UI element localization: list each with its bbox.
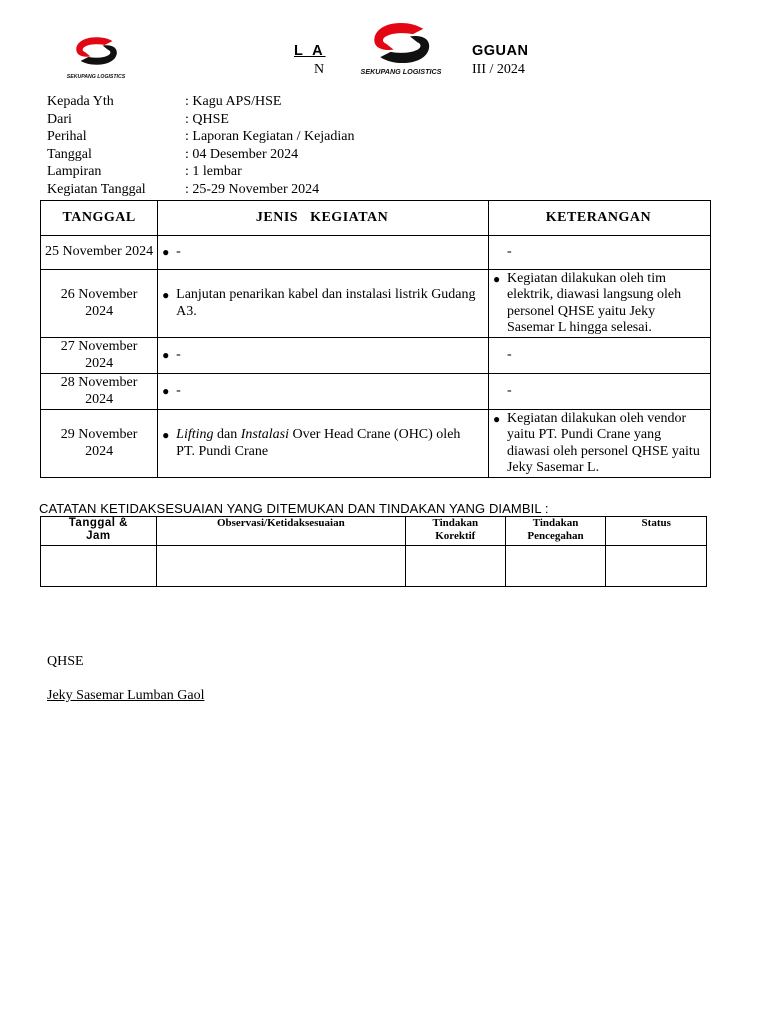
row-jenis: ● Lifting dan Instalasi Over Head Crane (OHC) oleh PT. Pundi Crane bbox=[158, 410, 489, 478]
bullet-icon: ● bbox=[162, 384, 170, 399]
table-row bbox=[41, 236, 711, 270]
row-ket: - bbox=[488, 236, 710, 270]
activity-table-header bbox=[41, 201, 711, 236]
report-number-right: III / 2024 bbox=[472, 62, 525, 77]
row-jenis: ● - bbox=[158, 338, 489, 374]
header-observasi: Observasi/Ketidaksesuaian bbox=[156, 517, 405, 546]
signature-role: QHSE bbox=[47, 654, 84, 669]
row-date: 27 November 2024 bbox=[41, 338, 158, 374]
cell-empty bbox=[41, 546, 157, 587]
header-status: Status bbox=[606, 517, 707, 546]
bullet-icon: ● bbox=[492, 271, 501, 286]
row-ket: ● Kegiatan dilakukan oleh vendor yaitu PT. Pundi Crane yang diawasi oleh personel QHSE yaitu Jeky Sasemar L. bbox=[488, 410, 710, 478]
meta-label-perihal: Perihal bbox=[47, 129, 87, 144]
meta-value-dari: : QHSE bbox=[185, 111, 229, 127]
row-jenis: ● - bbox=[158, 236, 489, 270]
bullet-icon: ● bbox=[162, 348, 170, 363]
sekupang-logo-icon bbox=[348, 20, 454, 66]
report-title-right: GGUAN bbox=[472, 43, 529, 59]
signature-name: Jeky Sasemar Lumban Gaol bbox=[47, 688, 205, 703]
cell-empty bbox=[156, 546, 405, 587]
table-row bbox=[41, 338, 711, 374]
meta-value-perihal: : Laporan Kegiatan / Kejadian bbox=[185, 129, 355, 144]
catatan-table bbox=[40, 516, 707, 587]
company-logo-large bbox=[348, 20, 454, 76]
meta-value-lampiran: : 1 lembar bbox=[185, 164, 242, 179]
header-jenis-kegiatan: JENIS KEGIATAN bbox=[158, 201, 489, 236]
report-title-left: L A bbox=[294, 43, 326, 59]
report-number-left: N bbox=[314, 62, 325, 77]
sekupang-logo-icon bbox=[58, 34, 134, 68]
row-date: 26 November 2024 bbox=[41, 270, 158, 338]
cell-empty bbox=[606, 546, 707, 587]
row-jenis: ● Lanjutan penarikan kabel dan instalasi listrik Gudang A3. bbox=[158, 270, 489, 338]
header-tanggal: TANGGAL bbox=[41, 201, 158, 236]
logo-caption: SEKUPANG LOGISTICS bbox=[66, 74, 126, 80]
header-keterangan: KETERANGAN bbox=[488, 201, 710, 236]
meta-label-tanggal: Tanggal bbox=[47, 146, 92, 162]
row-date: 25 November 2024 bbox=[41, 236, 158, 270]
header-tanggal-jam: Tanggal & Jam bbox=[41, 517, 157, 546]
catatan-title: CATATAN KETIDAKSESUAIAN YANG DITEMUKAN DAN TINDAKAN YANG DIAMBIL : bbox=[39, 501, 549, 516]
row-date: 28 November 2024 bbox=[41, 374, 158, 410]
bullet-icon: ● bbox=[492, 411, 501, 426]
header-tindakan-pencegahan: Tindakan Pencegahan bbox=[505, 517, 606, 546]
meta-value-kepada: : Kagu APS/HSE bbox=[185, 94, 282, 109]
meta-label-kegiatan-tanggal: Kegiatan Tanggal bbox=[47, 181, 146, 197]
activity-table bbox=[40, 200, 711, 478]
table-row bbox=[41, 270, 711, 338]
row-date: 29 November 2024 bbox=[41, 410, 158, 478]
meta-label-lampiran: Lampiran bbox=[47, 164, 102, 179]
catatan-table-header bbox=[41, 517, 707, 546]
logo-caption: SEKUPANG LOGISTICS bbox=[360, 67, 442, 76]
table-row bbox=[41, 410, 711, 478]
row-jenis: ● - bbox=[158, 374, 489, 410]
row-ket: - bbox=[488, 374, 710, 410]
bullet-icon: ● bbox=[162, 428, 170, 442]
cell-empty bbox=[405, 546, 505, 587]
meta-label-dari: Dari bbox=[47, 111, 72, 127]
company-logo-small bbox=[58, 34, 134, 80]
row-ket: ● Kegiatan dilakukan oleh tim elektrik, diawasi langsung oleh personel QHSE yaitu Jeky Sasemar L hingga selesai. bbox=[488, 270, 710, 338]
meta-value-tanggal: : 04 Desember 2024 bbox=[185, 146, 299, 162]
table-row bbox=[41, 374, 711, 410]
header-tindakan-korektif: Tindakan Korektif bbox=[405, 517, 505, 546]
table-row bbox=[41, 546, 707, 587]
bullet-icon: ● bbox=[162, 288, 170, 302]
meta-label-kepada: Kepada Yth bbox=[47, 94, 114, 109]
bullet-icon: ● bbox=[162, 245, 170, 260]
cell-empty bbox=[505, 546, 606, 587]
row-ket: - bbox=[488, 338, 710, 374]
meta-value-kegiatan-tanggal: : 25-29 November 2024 bbox=[185, 181, 320, 197]
